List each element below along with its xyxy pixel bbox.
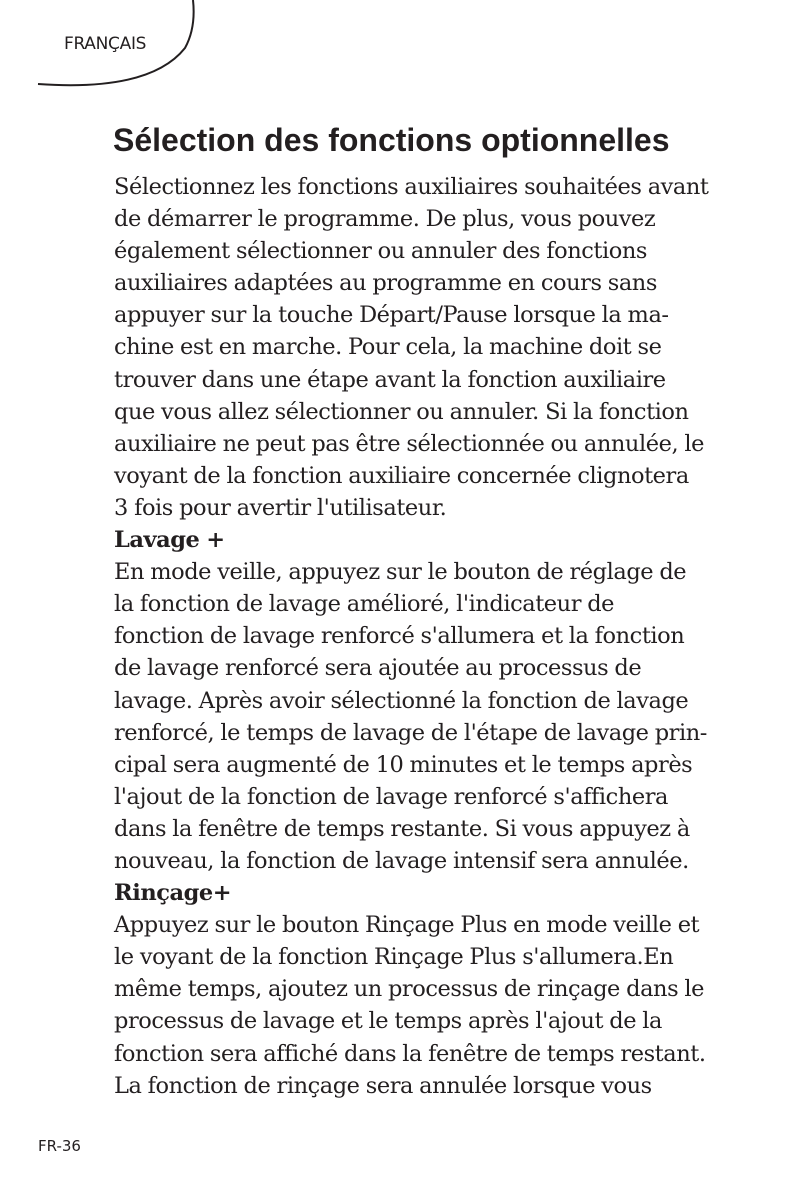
- intro-paragraph-line: Sélectionnez les fonctions auxiliaires souhaitées avant: [114, 174, 709, 200]
- intro-paragraph-line: auxiliaires adaptées au programme en cours sans: [114, 270, 657, 297]
- intro-paragraph-line: trouver dans une étape avant la fonction auxiliaire: [114, 366, 666, 393]
- section-paragraph-line: renforcé, le temps de lavage de l'étape de lavage prin-: [114, 719, 707, 746]
- section-paragraph-line: processus de lavage et le temps après l'ajout de la: [114, 1008, 662, 1035]
- section-paragraph-line: lavage. Après avoir sélectionné la fonction de lavage: [114, 687, 689, 714]
- page-title: Sélection des fonctions optionnelles: [113, 122, 670, 158]
- intro-paragraph-line: que vous allez sélectionner ou annuler. Si la fonction: [114, 398, 689, 425]
- page-number: FR-36: [38, 1137, 81, 1155]
- section-paragraph-line: la fonction de lavage amélioré, l'indicateur de: [114, 591, 615, 618]
- section-paragraph-line: le voyant de la fonction Rinçage Plus s'allumera.En: [114, 944, 674, 971]
- intro-paragraph-line: appuyer sur la touche Départ/Pause lorsque la ma-: [114, 302, 669, 329]
- section-paragraph-line: dans la fenêtre de temps restante. Si vous appuyez à: [114, 815, 690, 842]
- section-paragraph-line: Appuyez sur le bouton Rinçage Plus en mode veille et: [114, 912, 700, 939]
- intro-paragraph-line: de démarrer le programme. De plus, vous pouvez: [114, 206, 656, 233]
- intro-paragraph-line: 3 fois pour avertir l'utilisateur.: [114, 494, 447, 521]
- intro-paragraph-line: chine est en marche. Pour cela, la machine doit se: [114, 334, 662, 361]
- section-paragraph-line: même temps, ajoutez un processus de rinçage dans le: [114, 976, 704, 1003]
- intro-paragraph-line: auxiliaire ne peut pas être sélectionnée ou annulée, le: [114, 430, 704, 457]
- section-paragraph-line: En mode veille, appuyez sur le bouton de réglage de: [114, 559, 687, 586]
- language-label: FRANÇAIS: [64, 34, 147, 54]
- section-heading: Lavage +: [114, 527, 225, 554]
- section-paragraph-line: cipal sera augmenté de 10 minutes et le temps après: [114, 751, 693, 778]
- section-paragraph-line: fonction sera affiché dans la fenêtre de temps restant.: [114, 1040, 706, 1067]
- section-paragraph-line: l'ajout de la fonction de lavage renforcé s'affichera: [114, 783, 668, 810]
- intro-paragraph-line: également sélectionner ou annuler des fonctions: [114, 238, 647, 265]
- intro-paragraph-line: voyant de la fonction auxiliaire concernée clignotera: [114, 462, 689, 489]
- section-paragraph-line: fonction de lavage renforcé s'allumera et la fonction: [114, 623, 685, 650]
- section-paragraph-line: La fonction de rinçage sera annulée lorsque vous: [114, 1072, 652, 1099]
- section-heading: Rinçage+: [114, 880, 232, 907]
- section-paragraph-line: de lavage renforcé sera ajoutée au processus de: [114, 655, 642, 682]
- section-paragraph-line: nouveau, la fonction de lavage intensif sera annulée.: [114, 847, 689, 874]
- body-text: [114, 171, 734, 1102]
